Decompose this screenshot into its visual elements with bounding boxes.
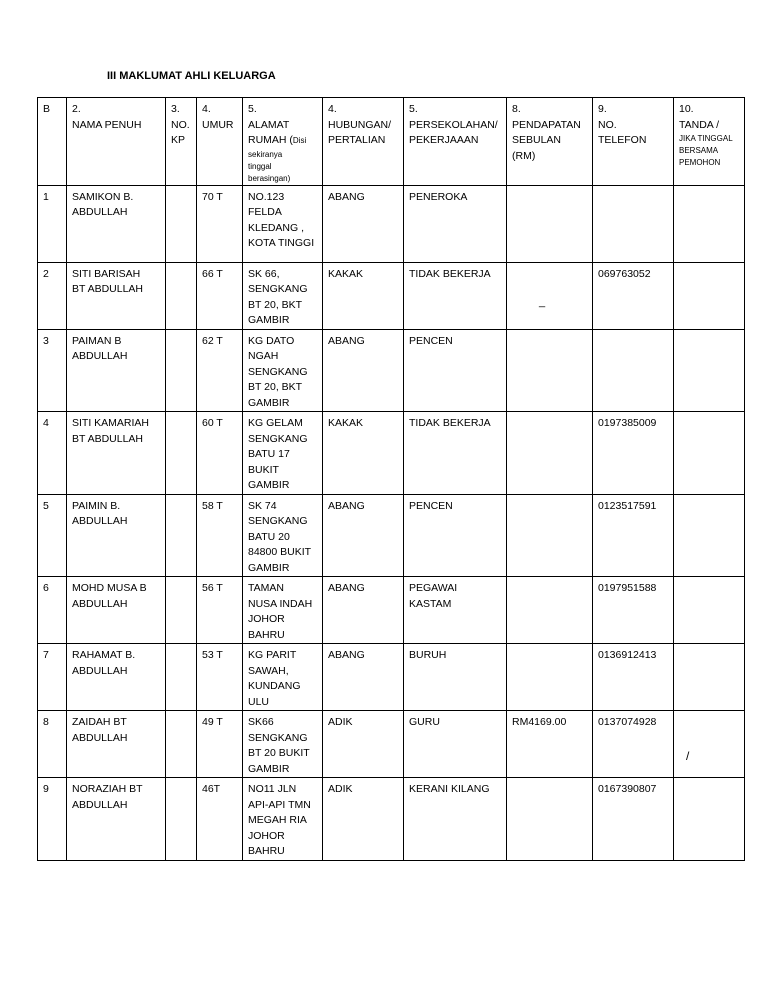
cell-phone [593,329,674,412]
table-row [38,577,745,644]
cell-address-text: SK66 [248,716,274,728]
cell-name-text: NORAZIAH BT [72,783,143,795]
table-row [38,778,745,861]
cell-phone [593,644,674,711]
cell-address [243,329,323,412]
header-text-line: NO. [598,118,617,131]
cell-phone-text: 0197385009 [598,417,657,429]
cell-work [404,711,507,778]
cell-address-text: SENGKANG [248,283,308,295]
header-text-line: NAMA PENUH [72,118,142,131]
cell-address [243,778,323,861]
cell-address-text: BT 20 BUKIT [248,747,310,759]
cell-name-text: ABDULLAH [72,798,128,811]
cell-work [404,494,507,577]
header-text-line: 9. [598,103,607,115]
table-row [38,262,745,329]
cell-no [38,577,67,644]
header-text-line: berasingan) [248,173,291,183]
cell-address-text: SK 74 [248,499,277,512]
mark-slash: / [686,749,690,763]
cell-relation-text: ADIK [328,716,353,728]
header-text-line: 5. [409,103,418,115]
cell-age-text: 49 T [202,716,223,728]
cell-age [197,185,243,262]
header-text-line: PERSEKOLAHAN/ [409,118,498,131]
family-table [37,97,745,861]
cell-no [38,644,67,711]
cell-phone-text: 0123517591 [598,499,657,512]
cell-kp [166,262,197,329]
header-hubungan [323,98,404,186]
header-text-line: NO. [171,118,190,131]
cell-name-text: ABDULLAH [72,515,128,527]
header-text-line: 5. [248,103,257,115]
cell-address-text: NO.123 [248,190,285,203]
cell-address-text: SENGKANG [248,731,308,744]
cell-no-text: 1 [43,190,49,203]
header-text-line: (RM) [512,149,536,162]
cell-work [404,329,507,412]
cell-address-text: GAMBIR [248,396,290,409]
header-text-line: 10. [679,103,694,115]
cell-income [507,778,593,861]
header-telefon [593,98,674,186]
cell-age [197,329,243,412]
cell-mark [674,577,745,644]
cell-phone-text: 0137074928 [598,716,657,728]
cell-kp [166,185,197,262]
cell-relation [323,711,404,778]
cell-age [197,412,243,495]
cell-name [67,577,166,644]
header-text-line: PEKERJAAAN [409,134,479,146]
header-text-line: SEBULAN [512,134,562,146]
cell-no-text: 6 [43,582,49,594]
cell-work-text: PENCEN [409,499,453,512]
cell-work-text: PENEROKA [409,190,468,203]
cell-name-text: ABDULLAH [72,664,128,677]
cell-address [243,577,323,644]
cell-relation-text: ABANG [328,499,365,512]
cell-name [67,644,166,711]
cell-relation-text: ADIK [328,783,353,795]
cell-mark [674,711,745,778]
cell-relation [323,778,404,861]
cell-phone [593,185,674,262]
cell-work-text: TIDAK BEKERJA [409,417,491,429]
cell-mark [674,494,745,577]
cell-name-text: ABDULLAH [72,206,128,218]
cell-phone [593,577,674,644]
cell-relation [323,185,404,262]
cell-phone [593,412,674,495]
cell-relation [323,494,404,577]
cell-address-text: NGAH [248,350,279,362]
cell-relation-text: KAKAK [328,267,364,280]
cell-age [197,577,243,644]
cell-address-text: MEGAH RIA [248,814,307,826]
cell-age [197,644,243,711]
header-text-line: sekiranya [248,149,283,159]
cell-phone-text: 0167390807 [598,783,657,795]
section-title: III MAKLUMAT AHLI KELUARGA [107,70,276,82]
cell-name-text: BT ABDULLAH [72,283,144,295]
cell-no-text: 4 [43,417,49,429]
cell-no [38,185,67,262]
header-text-line: UMUR [202,118,234,131]
cell-mark [674,412,745,495]
cell-address-text: SENGKANG [248,432,308,445]
cell-work [404,644,507,711]
cell-work-text: PEGAWAI [409,582,458,594]
header-bil [38,98,67,186]
cell-no-text: 8 [43,716,49,728]
cell-age [197,494,243,577]
cell-relation-text: ABANG [328,190,365,203]
header-text-line: TANDA / [679,118,720,131]
cell-relation [323,577,404,644]
cell-no [38,329,67,412]
cell-name-text: SITI KAMARIAH [72,417,150,429]
cell-name [67,711,166,778]
cell-age [197,262,243,329]
cell-relation [323,644,404,711]
cell-address-text: SENGKANG [248,515,308,527]
header-pendapatan [507,98,593,186]
cell-name-text: PAIMIN B. [72,499,121,512]
cell-address [243,494,323,577]
cell-kp [166,778,197,861]
cell-no-text: 9 [43,783,49,795]
cell-mark [674,185,745,262]
cell-name-text: PAIMAN B [72,334,122,347]
header-pekerjaan [404,98,507,186]
cell-address [243,644,323,711]
cell-no [38,494,67,577]
cell-name-text: ZAIDAH BT [72,716,127,728]
header-umur [197,98,243,186]
cell-income [507,577,593,644]
header-text-line: PERTALIAN [328,134,386,146]
cell-relation [323,412,404,495]
cell-work-text: KERANI KILANG [409,783,490,795]
cell-address [243,262,323,329]
cell-mark [674,329,745,412]
cell-work [404,185,507,262]
header-text-line: HUBUNGAN/ [328,118,392,131]
cell-name-text: ABDULLAH [72,597,128,610]
header-text-line: B [43,103,51,115]
cell-phone-text: 0197951588 [598,582,657,594]
cell-address-text: BATU 20 [248,530,290,543]
cell-name [67,494,166,577]
cell-relation-text: ABANG [328,582,365,594]
cell-name [67,262,166,329]
cell-name-text: MOHD MUSA B [72,582,147,594]
cell-address-text: KUNDANG [248,680,301,692]
cell-work [404,262,507,329]
header-text-line: 8. [512,103,521,115]
cell-age-text: 60 T [202,417,223,429]
cell-kp [166,412,197,495]
cell-work [404,577,507,644]
cell-relation [323,329,404,412]
cell-address-text: NUSA INDAH [248,597,313,610]
cell-address [243,412,323,495]
cell-mark [674,644,745,711]
cell-address-text: ULU [248,695,270,708]
cell-no [38,778,67,861]
cell-work-text: PENCEN [409,334,453,347]
cell-age-text: 56 T [202,582,223,594]
header-text-line: PENDAPATAN [512,118,581,131]
header-text-line: BERSAMA [679,146,719,155]
cell-phone [593,262,674,329]
table-row [38,412,745,495]
table-row [38,644,745,711]
cell-income [507,262,593,329]
cell-address-text: SK 66, [248,267,280,280]
table-row [38,329,745,412]
income-dash: _ [539,295,546,308]
header-text-line: KP [171,134,186,146]
cell-relation [323,262,404,329]
cell-no [38,262,67,329]
cell-phone-text: 0136912413 [598,649,657,661]
cell-name-text: ABDULLAH [72,731,128,744]
cell-address-text: BAHRU [248,628,285,641]
cell-income [507,644,593,711]
cell-address-text: SENGKANG [248,365,308,378]
cell-name [67,329,166,412]
header-row [38,98,745,186]
header-text-line: JIKA TINGGAL [679,134,733,143]
header-text-line: 4. [202,103,211,115]
table-row [38,711,745,778]
cell-age-text: 46T [202,783,221,795]
cell-kp [166,329,197,412]
cell-kp [166,644,197,711]
cell-phone-text: 069763052 [598,267,651,280]
cell-name [67,778,166,861]
cell-age-text: 58 T [202,499,223,512]
header-text-line: TELEFON [598,134,647,146]
cell-address-text: KLEDANG , [248,221,305,234]
cell-address-text: BUKIT [248,463,279,476]
cell-age-text: 70 T [202,190,223,203]
cell-name-text: BT ABDULLAH [72,432,144,445]
cell-address-text: GAMBIR [248,561,290,574]
cell-mark [674,778,745,861]
cell-age-text: 53 T [202,649,223,661]
cell-address-text: KG PARIT [248,649,297,661]
cell-name-text: SITI BARISAH [72,267,141,280]
cell-income [507,185,593,262]
cell-address-text: GAMBIR [248,314,290,326]
cell-relation-text: ABANG [328,334,365,347]
cell-income: RM4169.00 [507,711,593,778]
cell-address-text: API-API TMN [248,798,311,811]
cell-work-text: KASTAM [409,597,452,610]
cell-kp [166,494,197,577]
header-note: Disi [292,136,307,145]
cell-relation-text: ABANG [328,649,365,661]
cell-work [404,778,507,861]
header-text-line: ALAMAT [248,118,290,131]
cell-address-text: JOHOR [248,613,285,625]
cell-address-text: TAMAN [248,582,284,594]
cell-name-text: RAHAMAT B. [72,649,136,661]
cell-address-text: 84800 BUKIT [248,546,312,558]
cell-address-text: SAWAH, [248,664,289,677]
cell-name [67,185,166,262]
header-nama [67,98,166,186]
cell-phone [593,494,674,577]
cell-no-text: 5 [43,499,49,512]
cell-no-text: 2 [43,267,49,280]
header-text-line: 4. [328,103,337,115]
cell-address [243,185,323,262]
cell-income [507,494,593,577]
header-text-line: 3. [171,103,180,115]
cell-address-text: GAMBIR [248,762,290,775]
cell-address-text: KG GELAM [248,417,303,429]
cell-no-text: 3 [43,334,49,347]
cell-income [507,329,593,412]
cell-name [67,412,166,495]
cell-address-text: KG DATO [248,334,295,347]
cell-kp [166,577,197,644]
cell-address-text: BT 20, BKT [248,381,303,393]
cell-address-text: KOTA TINGGI [248,237,315,249]
cell-age [197,711,243,778]
cell-work-text: GURU [409,716,440,728]
cell-age-text: 66 T [202,267,223,280]
cell-work-text: BURUH [409,649,447,661]
header-text-line: tinggal [248,161,272,171]
family-table-body [38,98,745,861]
cell-name-text: ABDULLAH [72,350,128,362]
cell-relation-text: KAKAK [328,417,364,429]
header-text-line: 2. [72,103,81,115]
cell-phone [593,711,674,778]
cell-address-text: GAMBIR [248,479,290,491]
table-row [38,185,745,262]
cell-no [38,412,67,495]
cell-work [404,412,507,495]
table-row [38,494,745,577]
cell-address-text: BT 20, BKT [248,298,303,311]
cell-address-text: JOHOR [248,829,285,842]
header-text-line: RUMAH (Disi [248,134,307,146]
cell-phone [593,778,674,861]
cell-address-text: BAHRU [248,845,285,857]
cell-name-text: SAMIKON B. [72,190,134,203]
cell-work-text: TIDAK BEKERJA [409,267,491,280]
cell-address-text: FELDA [248,206,282,218]
cell-address-text: NO11 JLN [248,783,297,795]
header-kp [166,98,197,186]
cell-no [38,711,67,778]
header-alamat [243,98,323,186]
cell-age-text: 62 T [202,334,223,347]
cell-kp [166,711,197,778]
header-text-line: PEMOHON [679,158,721,167]
cell-address-text: BATU 17 [248,448,290,460]
header-tanda [674,98,745,186]
cell-no-text: 7 [43,649,49,661]
cell-mark [674,262,745,329]
cell-age [197,778,243,861]
cell-address [243,711,323,778]
cell-income [507,412,593,495]
